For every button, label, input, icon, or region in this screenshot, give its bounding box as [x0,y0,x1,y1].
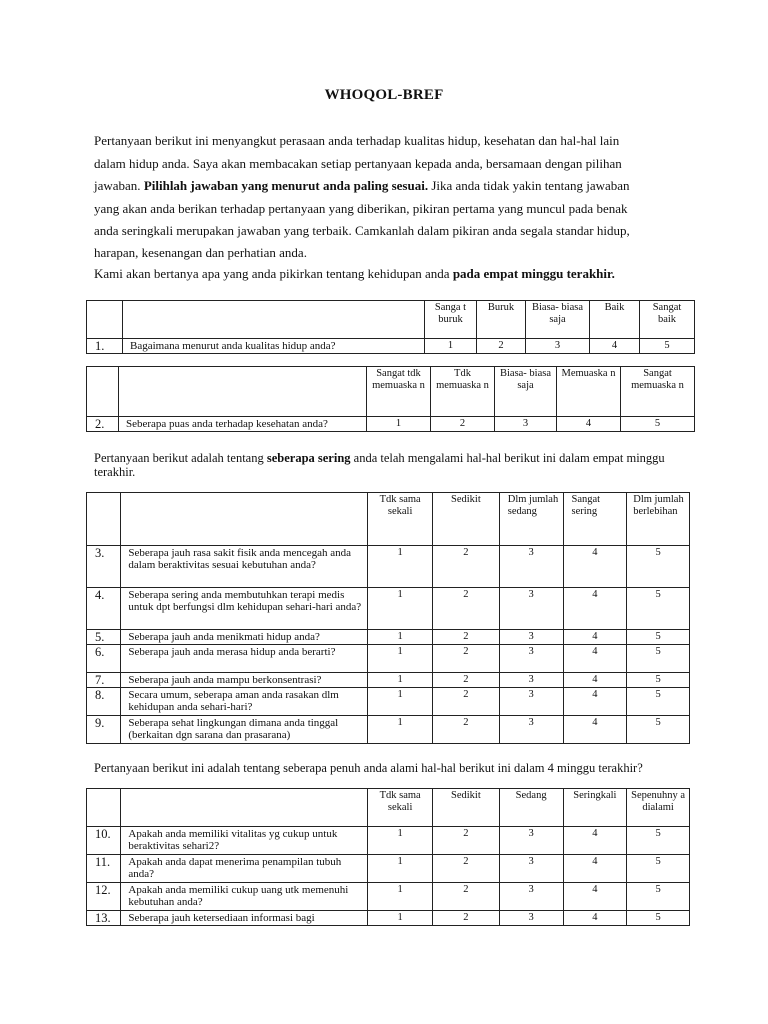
answer-option[interactable]: 2 [433,827,500,855]
question-table-4 [86,788,690,926]
intro-line: anda seringkali merupakan jawaban yang terbaik. Camkanlah dalam pikiran anda segala standar hidup, [94,223,630,238]
answer-option[interactable]: 3 [499,688,563,716]
question-text: Apakah anda dapat menerima penampilan tubuh anda? [121,855,368,883]
answer-option[interactable]: 3 [499,673,563,688]
intro-line: dalam hidup anda. Saya akan membacakan setiap pertanyaan kepada anda, bersamaan dengan pilihan [94,155,622,171]
question-text: Seberapa jauh ketersediaan informasi bagi [121,911,368,926]
question-text: Bagaimana menurut anda kualitas hidup anda? [123,339,425,354]
question-text: Seberapa jauh rasa sakit fisik anda mencegah anda dalam beraktivitas sesuai kebutuhan anda? [121,546,368,588]
intro-line: yang akan anda berikan terhadap pertanyaan yang diberikan, pikiran pertama yang muncul pada benak [94,200,628,216]
answer-option[interactable]: 4 [563,546,627,588]
answer-option[interactable]: 4 [563,673,627,688]
answer-option[interactable]: 1 [368,855,433,883]
option-header: Sangat sering [563,493,627,546]
question-number: 1. [87,339,123,354]
option-header: Sedikit [433,493,500,546]
answer-option[interactable]: 5 [627,827,690,855]
answer-option[interactable]: 5 [627,630,690,645]
intro-line [94,175,676,198]
answer-option[interactable]: 1 [367,417,431,432]
option-header: Sangat memuaska n [621,367,695,417]
option-header: Seringkali [563,789,627,827]
answer-option[interactable]: 3 [499,827,563,855]
question-number: 9. [87,716,121,744]
intro-line: harapan, kesenangan dan perhatian anda. [94,244,307,260]
answer-option[interactable]: 4 [563,911,627,926]
header-blank [119,367,367,417]
option-header: Baik [590,301,640,339]
section-instruction [94,451,694,479]
intro-timeframe [94,266,694,282]
answer-option[interactable]: 1 [368,716,433,744]
answer-option[interactable]: 5 [627,645,690,673]
table-row [87,716,690,744]
answer-option[interactable]: 1 [368,645,433,673]
option-header: Sedang [499,789,563,827]
question-text: Seberapa sehat lingkungan dimana anda tinggal (berkaitan dgn sarana dan prasarana) [121,716,368,744]
option-header: Tdk sama sekali [368,789,433,827]
option-header: Sanga t buruk [425,301,477,339]
question-number: 4. [87,588,121,630]
option-header: Sangat baik [640,301,695,339]
answer-option[interactable]: 4 [563,827,627,855]
question-text: Seberapa jauh anda merasa hidup anda berarti? [121,645,368,673]
answer-option[interactable]: 2 [431,417,495,432]
answer-option[interactable]: 4 [563,688,627,716]
answer-option[interactable]: 4 [563,645,627,673]
table-row [87,417,695,432]
answer-option[interactable]: 2 [433,630,500,645]
instruction-text: Pertanyaan berikut adalah tentang [94,451,267,465]
document-title: WHOQOL-BREF [324,87,444,103]
option-header: Dlm jumlah berlebihan [627,493,690,546]
question-number: 6. [87,645,121,673]
header-blank [121,493,368,546]
option-header: Sangat tdk memuaska n [367,367,431,417]
answer-option[interactable]: 5 [627,588,690,630]
answer-option[interactable]: 3 [526,339,590,354]
intro-text: Kami akan bertanya apa yang anda pikirkan tentang kehidupan anda [94,266,453,281]
answer-option[interactable]: 2 [433,588,500,630]
question-number: 2. [87,417,119,432]
answer-option[interactable]: 3 [499,883,563,911]
question-text: Seberapa jauh anda menikmati hidup anda? [121,630,368,645]
question-text: Apakah anda memiliki vitalitas yg cukup untuk beraktivitas sehari2? [121,827,368,855]
option-header: Biasa- biasa saja [526,301,590,339]
intro-text: jawaban. [94,178,144,193]
option-header: Dlm jumlah sedang [499,493,563,546]
question-number: 7. [87,673,121,688]
question-number: 10. [87,827,121,855]
answer-option[interactable]: 5 [627,716,690,744]
header-blank [121,789,368,827]
header-blank [87,789,121,827]
answer-option[interactable]: 4 [563,588,627,630]
answer-option[interactable]: 3 [499,911,563,926]
question-text: Seberapa sering anda membutuhkan terapi medis untuk dpt berfungsi dlm kehidupan sehari-hari anda? [121,588,368,630]
question-text: Apakah anda memiliki cukup uang utk memenuhi kebutuhan anda? [121,883,368,911]
header-blank [123,301,425,339]
answer-option[interactable]: 5 [627,883,690,911]
answer-option[interactable]: 2 [433,716,500,744]
answer-option[interactable]: 2 [433,645,500,673]
answer-option[interactable]: 1 [368,883,433,911]
answer-option[interactable]: 2 [433,546,500,588]
table-row [87,339,695,354]
table-row [87,855,690,883]
section-instruction: Pertanyaan berikut ini adalah tentang seberapa penuh anda alami hal-hal berikut ini dalam 4 minggu terakhir? [94,761,643,775]
answer-option[interactable]: 2 [433,688,500,716]
answer-option[interactable]: 3 [499,645,563,673]
answer-option[interactable]: 3 [499,630,563,645]
question-table-2 [86,366,695,432]
table-row [87,883,690,911]
table-row [87,588,690,630]
question-table-3 [86,492,690,744]
table-row [87,827,690,855]
option-header: Memuaska n [557,367,621,417]
question-number: 11. [87,855,121,883]
answer-option[interactable]: 4 [563,716,627,744]
answer-option[interactable]: 1 [368,673,433,688]
answer-option[interactable]: 4 [563,630,627,645]
option-header: Biasa- biasa saja [495,367,557,417]
option-header: Tdk memuaska n [431,367,495,417]
answer-option[interactable]: 3 [499,716,563,744]
answer-option[interactable]: 2 [433,673,500,688]
intro-line: Pertanyaan berikut ini menyangkut perasaan anda terhadap kualitas hidup, kesehatan dan hal-hal lain [94,133,620,148]
answer-option[interactable]: 2 [433,911,500,926]
answer-option[interactable]: 5 [627,855,690,883]
answer-option[interactable]: 3 [495,417,557,432]
answer-option[interactable]: 4 [590,339,640,354]
answer-option[interactable]: 4 [563,855,627,883]
answer-option[interactable]: 4 [557,417,621,432]
answer-option[interactable]: 5 [627,546,690,588]
answer-option[interactable]: 1 [425,339,477,354]
answer-option[interactable]: 1 [368,588,433,630]
table-row [87,630,690,645]
intro-emphasis: pada empat minggu terakhir. [452,266,615,281]
intro-emphasis: Pilihlah jawaban yang menurut anda paling sesuai. [143,178,429,193]
table-row [87,673,690,688]
header-blank [87,367,119,417]
answer-option[interactable]: 3 [499,588,563,630]
header-blank [87,493,121,546]
answer-option[interactable]: 1 [368,688,433,716]
question-number: 8. [87,688,121,716]
question-table-1 [86,300,695,354]
intro-text: Jika anda tidak yakin tentang jawaban [428,178,630,193]
answer-option[interactable]: 3 [499,855,563,883]
answer-option[interactable]: 2 [433,855,500,883]
question-number: 12. [87,883,121,911]
answer-option[interactable]: 3 [499,546,563,588]
question-text: Seberapa jauh anda mampu berkonsentrasi? [121,673,368,688]
answer-option[interactable]: 5 [627,673,690,688]
instruction-text: anda telah mengalami hal-hal berikut ini dalam empat minggu terakhir. [94,451,665,479]
answer-option[interactable]: 1 [368,827,433,855]
table-row [87,911,690,926]
answer-option[interactable]: 5 [621,417,695,432]
option-header: Tdk sama sekali [368,493,433,546]
table-row [87,688,690,716]
instruction-emphasis: seberapa sering [266,451,351,465]
question-number: 13. [87,911,121,926]
table-row [87,645,690,673]
answer-option[interactable]: 5 [627,688,690,716]
option-header: Buruk [477,301,526,339]
option-header: Sedikit [433,789,500,827]
answer-option[interactable]: 4 [563,883,627,911]
answer-option[interactable]: 2 [433,883,500,911]
answer-option[interactable]: 5 [640,339,695,354]
answer-option[interactable]: 1 [368,546,433,588]
answer-option[interactable]: 5 [627,911,690,926]
option-header: Sepenuhny a dialami [627,789,690,827]
question-text: Seberapa puas anda terhadap kesehatan anda? [119,417,367,432]
table-row [87,546,690,588]
intro-paragraph [94,130,676,263]
question-number: 5. [87,630,121,645]
answer-option[interactable]: 2 [477,339,526,354]
question-number: 3. [87,546,121,588]
answer-option[interactable]: 1 [368,911,433,926]
answer-option[interactable]: 1 [368,630,433,645]
header-blank [87,301,123,339]
question-text: Secara umum, seberapa aman anda rasakan dlm kehidupan anda sehari-hari? [121,688,368,716]
